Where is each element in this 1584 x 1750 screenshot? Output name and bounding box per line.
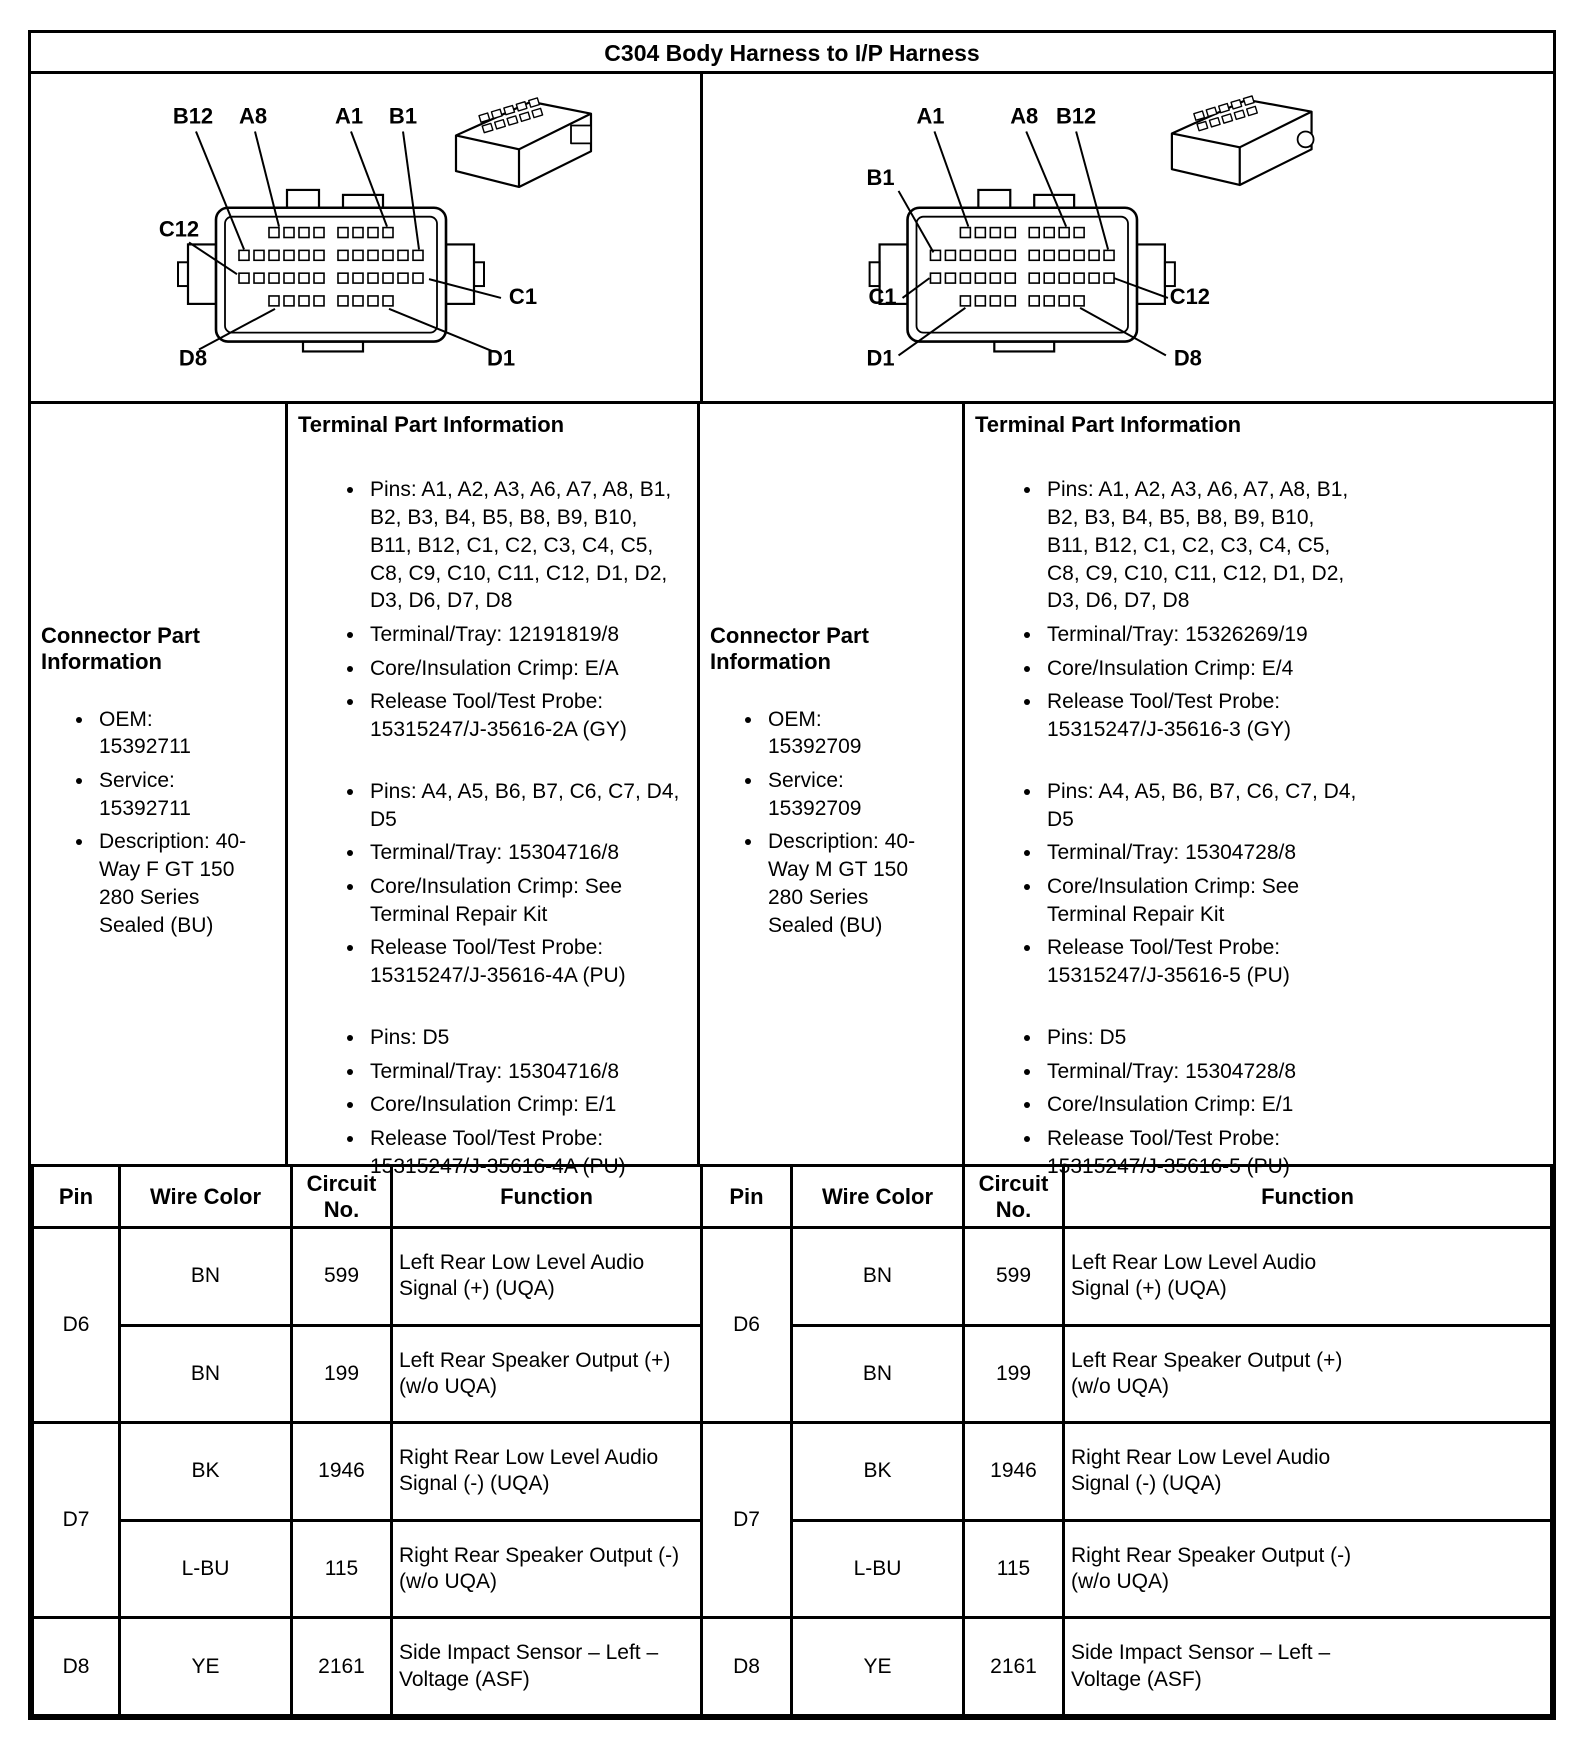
- table-header-row: [33, 1166, 1552, 1228]
- connector-info-heading: Connector Part Information: [710, 622, 869, 675]
- connector-drawing-right-svg: [703, 74, 1553, 401]
- pin-label-d1: D1: [486, 345, 516, 371]
- connector-info-item: • Service: 15392711: [95, 767, 247, 822]
- terminal-info-group-3: [294, 1024, 691, 1181]
- function-text: Right Rear Low Level Audio Signal (-) (UQA): [399, 1446, 659, 1496]
- header-wire-color: Wire Color: [120, 1166, 292, 1228]
- table-row: [33, 1325, 1552, 1423]
- pin-label-c1: C1: [508, 283, 538, 309]
- function-cell: [1064, 1325, 1552, 1423]
- wire-color-cell: L-BU: [792, 1520, 964, 1618]
- pin-label-a1: A1: [334, 103, 364, 129]
- terminal-info-item: • Core/Insulation Crimp: E/A: [366, 655, 684, 683]
- terminal-info-item: • Pins: D5: [1043, 1024, 1361, 1052]
- connector-info-item: • Description: 40-Way M GT 150 280 Series Sealed (BU): [764, 828, 916, 939]
- connector-info-item: • OEM: 15392709: [764, 706, 916, 761]
- pin-cell: D6: [702, 1228, 792, 1423]
- terminal-info-item: • Pins: A4, A5, B6, B7, C6, C7, D4, D5: [1043, 778, 1361, 833]
- pin-label-b12: B12: [1055, 103, 1097, 129]
- connector-diagram-row: [31, 74, 1553, 404]
- connector-drawing-left-svg: [31, 74, 700, 401]
- circuit-no-cell: 1946: [292, 1423, 392, 1521]
- pin-label-b1: B1: [388, 103, 418, 129]
- pin-label-a8: A8: [1010, 103, 1039, 129]
- circuit-no-cell: 115: [292, 1520, 392, 1618]
- page-title: C304 Body Harness to I/P Harness: [31, 33, 1553, 74]
- pin-label-c12: C12: [158, 216, 200, 242]
- connector-face: [870, 190, 1175, 352]
- pin-label-d1: D1: [866, 345, 895, 371]
- function-text: Right Rear Low Level Audio Signal (-) (UQA): [1071, 1446, 1331, 1496]
- pinout-table-section: [31, 1164, 1553, 1717]
- terminal-info-item: • Core/Insulation Crimp: E/1: [1043, 1091, 1361, 1119]
- terminal-part-info-left: [288, 404, 700, 1178]
- connector-3d-icon: [456, 98, 591, 187]
- terminal-info-group-2: [294, 778, 691, 990]
- circuit-no-cell: 199: [292, 1325, 392, 1423]
- terminal-info-item: • Core/Insulation Crimp: E/4: [1043, 655, 1361, 683]
- table-row: [33, 1520, 1552, 1618]
- function-text: Side Impact Sensor – Left – Voltage (ASF): [399, 1641, 659, 1691]
- wire-color-cell: BN: [792, 1228, 964, 1326]
- circuit-no-cell: 2161: [292, 1618, 392, 1716]
- circuit-no-cell: 199: [964, 1325, 1064, 1423]
- connector-info-item: • Service: 15392709: [764, 767, 916, 822]
- terminal-info-item: • Terminal/Tray: 15304716/8: [366, 1058, 684, 1086]
- pin-cell: D8: [33, 1618, 120, 1716]
- connector-part-info-right: [700, 404, 965, 1164]
- wire-color-cell: BK: [792, 1423, 964, 1521]
- wire-color-cell: YE: [120, 1618, 292, 1716]
- circuit-no-cell: 2161: [964, 1618, 1064, 1716]
- function-cell: [392, 1228, 702, 1326]
- connector-diagram-right: [703, 74, 1553, 401]
- pin-label-c1: C1: [868, 283, 897, 309]
- terminal-info-item: • Release Tool/Test Probe: 15315247/J-35616-5 (PU): [1043, 1125, 1361, 1180]
- header-function: Function: [392, 1166, 702, 1228]
- terminal-info-item: • Terminal/Tray: 15326269/19: [1043, 621, 1361, 649]
- connector-info-list: [706, 706, 956, 946]
- function-text: Left Rear Low Level Audio Signal (+) (UQA): [1071, 1251, 1317, 1301]
- function-cell: [392, 1520, 702, 1618]
- circuit-no-cell: 599: [964, 1228, 1064, 1326]
- wire-color-cell: BN: [120, 1228, 292, 1326]
- terminal-info-item: • Terminal/Tray: 15304728/8: [1043, 1058, 1361, 1086]
- terminal-info-item: • Terminal/Tray: 15304716/8: [366, 839, 684, 867]
- function-text: Left Rear Speaker Output (+) (w/o UQA): [1071, 1348, 1343, 1398]
- terminal-info-item: • Release Tool/Test Probe: 15315247/J-35616-4A (PU): [366, 934, 684, 989]
- pin-label-c12: C12: [1169, 283, 1210, 309]
- function-cell: [392, 1618, 702, 1716]
- function-text: Right Rear Speaker Output (-) (w/o UQA): [1071, 1543, 1352, 1594]
- function-text: Right Rear Speaker Output (-) (w/o UQA): [399, 1543, 680, 1594]
- pin-label-a8: A8: [238, 103, 268, 129]
- terminal-info-group-2: [971, 778, 1547, 990]
- wire-color-cell: BN: [120, 1325, 292, 1423]
- header-pin: Pin: [33, 1166, 120, 1228]
- terminal-info-item: • Terminal/Tray: 12191819/8: [366, 621, 684, 649]
- connector-info-item: • OEM: 15392711: [95, 706, 247, 761]
- function-cell: [392, 1325, 702, 1423]
- connector-diagram-left: [31, 74, 703, 401]
- header-pin: Pin: [702, 1166, 792, 1228]
- pin-label-b12: B12: [172, 103, 214, 129]
- terminal-info-item: • Pins: A1, A2, A3, A6, A7, A8, B1, B2, B3, B4, B5, B8, B9, B10, B11, B12, C1, C2, C3, C4, C5, C8, C9, C10, C11, C12, D1, D2, D3, D6, D7, D8: [366, 476, 684, 615]
- page-frame: [28, 30, 1556, 1720]
- wire-color-cell: L-BU: [120, 1520, 292, 1618]
- terminal-info-item: • Core/Insulation Crimp: See Terminal Repair Kit: [1043, 873, 1361, 928]
- pin-label-d8: D8: [178, 345, 208, 371]
- wire-color-cell: BN: [792, 1325, 964, 1423]
- terminal-info-item: • Release Tool/Test Probe: 15315247/J-35616-4A (PU): [366, 1125, 684, 1180]
- function-text: Side Impact Sensor – Left – Voltage (ASF): [1071, 1641, 1331, 1691]
- pin-cell: D6: [33, 1228, 120, 1423]
- table-row: [33, 1423, 1552, 1521]
- terminal-info-item: • Release Tool/Test Probe: 15315247/J-35616-5 (PU): [1043, 934, 1361, 989]
- pinout-table: [31, 1164, 1553, 1717]
- terminal-info-item: • Pins: A4, A5, B6, B7, C6, C7, D4, D5: [366, 778, 684, 833]
- connector-part-info-left: [31, 404, 288, 1164]
- pin-cell: D7: [702, 1423, 792, 1618]
- pin-label-d8: D8: [1173, 345, 1202, 371]
- circuit-no-cell: 115: [964, 1520, 1064, 1618]
- wire-color-cell: YE: [792, 1618, 964, 1716]
- terminal-info-item: • Release Tool/Test Probe: 15315247/J-35616-2A (GY): [366, 688, 684, 743]
- connector-face: [178, 190, 484, 352]
- table-row: [33, 1228, 1552, 1326]
- terminal-info-item: • Release Tool/Test Probe: 15315247/J-35616-3 (GY): [1043, 688, 1361, 743]
- pin-cell: D7: [33, 1423, 120, 1618]
- pin-label-b1: B1: [866, 165, 895, 190]
- function-cell: [1064, 1520, 1552, 1618]
- terminal-info-group-3: [971, 1024, 1547, 1181]
- terminal-part-info-right: [965, 404, 1553, 1178]
- connector-info-list: [37, 706, 279, 946]
- connector-info-item: • Description: 40-Way F GT 150 280 Series Sealed (BU): [95, 828, 247, 939]
- pin-label-a1: A1: [916, 103, 945, 129]
- pin-cell: D8: [702, 1618, 792, 1716]
- header-circuit-no: Circuit No.: [292, 1166, 392, 1228]
- connector-info-heading: Connector Part Information: [41, 622, 200, 675]
- function-cell: [1064, 1618, 1552, 1716]
- terminal-info-heading: Terminal Part Information: [298, 412, 565, 437]
- function-text: Left Rear Speaker Output (+) (w/o UQA): [399, 1348, 671, 1398]
- table-row: [33, 1618, 1552, 1716]
- header-wire-color: Wire Color: [792, 1166, 964, 1228]
- part-information-row: [31, 404, 1553, 1178]
- wire-color-cell: BK: [120, 1423, 292, 1521]
- function-text: Left Rear Low Level Audio Signal (+) (UQA): [399, 1251, 645, 1301]
- terminal-info-group-1: [294, 476, 691, 743]
- terminal-info-heading: Terminal Part Information: [975, 412, 1242, 437]
- function-cell: [392, 1423, 702, 1521]
- terminal-info-item: • Core/Insulation Crimp: E/1: [366, 1091, 684, 1119]
- terminal-info-item: • Pins: D5: [366, 1024, 684, 1052]
- function-cell: [1064, 1423, 1552, 1521]
- connector-3d-icon: [1172, 96, 1314, 185]
- header-circuit-no: Circuit No.: [964, 1166, 1064, 1228]
- circuit-no-cell: 599: [292, 1228, 392, 1326]
- function-cell: [1064, 1228, 1552, 1326]
- terminal-info-item: • Core/Insulation Crimp: See Terminal Repair Kit: [366, 873, 684, 928]
- terminal-info-group-1: [971, 476, 1547, 743]
- terminal-info-item: • Pins: A1, A2, A3, A6, A7, A8, B1, B2, B3, B4, B5, B8, B9, B10, B11, B12, C1, C2, C3, C4, C5, C8, C9, C10, C11, C12, D1, D2, D3, D6, D7, D8: [1043, 476, 1361, 615]
- circuit-no-cell: 1946: [964, 1423, 1064, 1521]
- terminal-info-item: • Terminal/Tray: 15304728/8: [1043, 839, 1361, 867]
- header-function: Function: [1064, 1166, 1552, 1228]
